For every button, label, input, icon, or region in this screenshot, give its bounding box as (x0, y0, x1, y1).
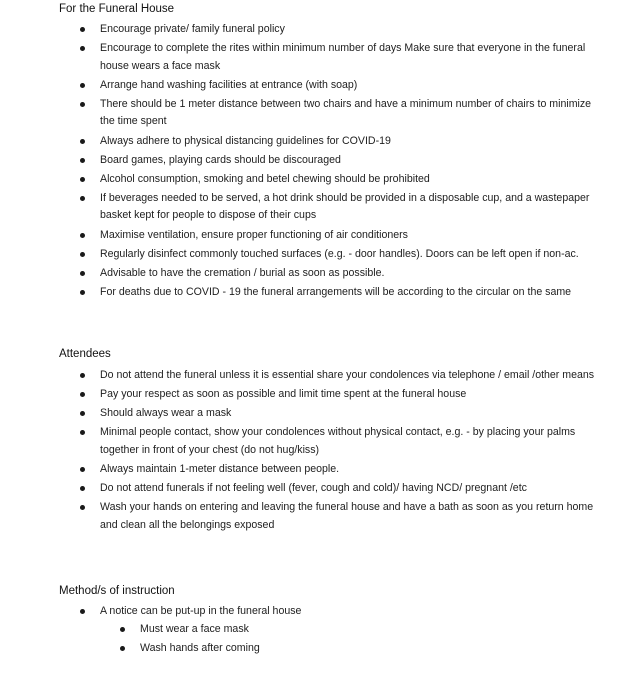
funeral-house-guidelines-list (0, 21, 640, 303)
section-heading-attendees: Attendees (59, 348, 111, 360)
list-item: Alcohol consumption, smoking and betel chewing should be prohibited (0, 171, 640, 189)
list-item: Always maintain 1-meter distance between people. (0, 461, 640, 479)
list-item: Encourage private/ family funeral policy (0, 21, 640, 39)
bullet-icon (80, 158, 85, 163)
list-item: Should always wear a mask (0, 405, 640, 423)
list-item: For deaths due to COVID - 19 the funeral arrangements will be according to the circular on the same (0, 284, 640, 302)
bullet-icon (80, 486, 85, 491)
bullet-icon (120, 646, 125, 651)
list-item: Do not attend funerals if not feeling well (fever, cough and cold)/ having NCD/ pregnant /etc (0, 480, 640, 498)
list-item: If beverages needed to be served, a hot drink should be provided in a disposable cup, and a wastepaper basket kept for people to dispose of their cups (0, 190, 640, 225)
bullet-icon (80, 102, 85, 107)
list-item: A notice can be put-up in the funeral house Must wear a face mask Wash hands after coming (0, 603, 640, 657)
instruction-methods-list (0, 603, 640, 659)
bullet-icon (80, 177, 85, 182)
list-item: Advisable to have the cremation / burial as soon as possible. (0, 265, 640, 283)
bullet-icon (80, 505, 85, 510)
bullet-icon (80, 46, 85, 51)
bullet-icon (80, 139, 85, 144)
bullet-icon (80, 271, 85, 276)
section-heading-funeral-house: For the Funeral House (59, 3, 175, 15)
list-item: Maximise ventilation, ensure proper functioning of air conditioners (0, 227, 640, 245)
list-item: Wash your hands on entering and leaving the funeral house and have a bath as soon as you return home and clean all the belongings exposed (0, 499, 640, 534)
bullet-icon (80, 430, 85, 435)
bullet-icon (80, 467, 85, 472)
list-item: Always adhere to physical distancing guidelines for COVID-19 (0, 133, 640, 151)
bullet-icon (80, 411, 85, 416)
list-item: Encourage to complete the rites within minimum number of days Make sure that everyone in the funeral house wears a face mask (0, 40, 640, 75)
attendees-guidelines-list (0, 367, 640, 536)
bullet-icon (80, 609, 85, 614)
notice-contents-sublist (100, 621, 596, 658)
sub-list-item: Must wear a face mask (100, 621, 596, 639)
bullet-icon (80, 252, 85, 257)
bullet-icon (80, 196, 85, 201)
list-item: Board games, playing cards should be discouraged (0, 152, 640, 170)
list-item: There should be 1 meter distance between two chairs and have a minimum number of chairs to minimize the time spent (0, 96, 640, 131)
list-item: Regularly disinfect commonly touched surfaces (e.g. - door handles). Doors can be left open if non-ac. (0, 246, 640, 264)
bullet-icon (80, 373, 85, 378)
list-item: Do not attend the funeral unless it is essential share your condolences via telephone / email /other means (0, 367, 640, 385)
bullet-icon (80, 392, 85, 397)
bullet-icon (80, 290, 85, 295)
bullet-icon (80, 233, 85, 238)
section-heading-method-of-instruction: Method/s of instruction (59, 585, 175, 597)
list-item: Pay your respect as soon as possible and limit time spent at the funeral house (0, 386, 640, 404)
list-item: Minimal people contact, show your condolences without physical contact, e.g. - by placing your palms together in front of your chest (do not hug/kiss) (0, 424, 640, 459)
bullet-icon (120, 627, 125, 632)
bullet-icon (80, 27, 85, 32)
bullet-icon (80, 83, 85, 88)
sub-list-item: Wash hands after coming (100, 640, 596, 658)
list-item: Arrange hand washing facilities at entrance (with soap) (0, 77, 640, 95)
